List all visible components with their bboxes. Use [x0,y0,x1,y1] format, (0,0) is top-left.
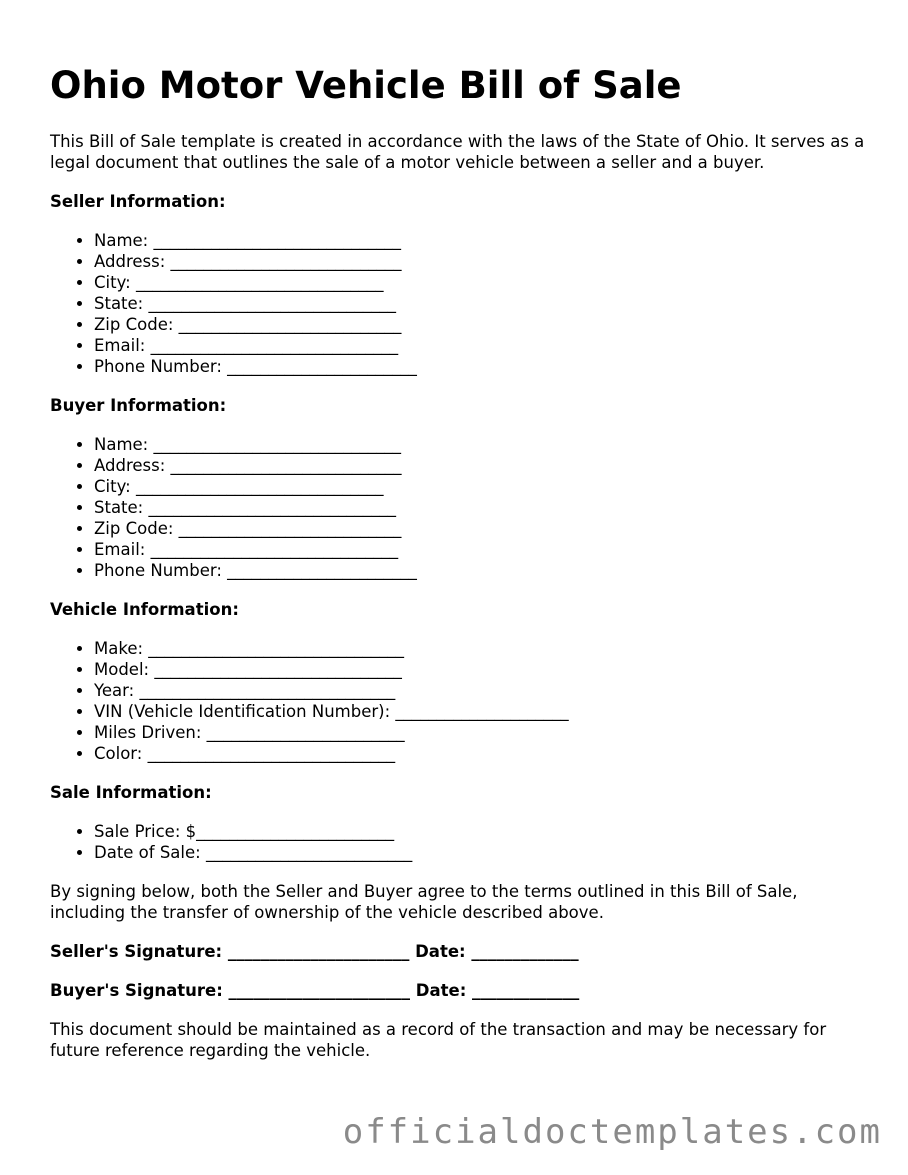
sale-section-heading: Sale Information: [50,783,212,802]
seller-state-field: • State: ______________________________ [94,293,870,314]
vehicle-miles-field: • Miles Driven: ________________________ [94,722,870,743]
vehicle-vin-field: • VIN (Vehicle Identification Number): _____________________ [94,701,870,722]
closing-paragraph: This document should be maintained as a record of the transaction and may be necessary for future reference regarding the vehicle. [50,1020,827,1060]
buyer-section-heading: Buyer Information: [50,396,227,415]
buyer-signature-line: Buyer's Signature: ______________________ Date: _____________ [50,981,580,1000]
vehicle-year-field: • Year: _______________________________ [94,680,870,701]
buyer-fields-list [50,434,870,581]
buyer-name-field: • Name: ______________________________ [94,434,870,455]
seller-signature-line: Seller's Signature: ______________________ Date: _____________ [50,942,579,961]
seller-email-field: • Email: ______________________________ [94,335,870,356]
buyer-phone-field: • Phone Number: _______________________ [94,560,870,581]
vehicle-color-field: • Color: ______________________________ [94,743,870,764]
seller-fields-list [50,230,870,377]
seller-phone-field: • Phone Number: _______________________ [94,356,870,377]
document-page [50,60,870,1079]
buyer-address-field: • Address: ____________________________ [94,455,870,476]
seller-city-field: • City: ______________________________ [94,272,870,293]
sale-fields-list [50,821,870,863]
site-watermark: officialdoctemplates.com [342,1112,882,1152]
buyer-email-field: • Email: ______________________________ [94,539,870,560]
vehicle-fields-list [50,638,870,764]
vehicle-section-heading: Vehicle Information: [50,600,239,619]
buyer-city-field: • City: ______________________________ [94,476,870,497]
document-title: Ohio Motor Vehicle Bill of Sale [50,64,682,107]
seller-zip-field: • Zip Code: ___________________________ [94,314,870,335]
vehicle-model-field: • Model: ______________________________ [94,659,870,680]
sale-price-field: • Sale Price: $________________________ [94,821,870,842]
buyer-state-field: • State: ______________________________ [94,497,870,518]
seller-name-field: • Name: ______________________________ [94,230,870,251]
agreement-paragraph: By signing below, both the Seller and Buyer agree to the terms outlined in this Bill of Sale, including the transfer of ownership of the vehicle described above. [50,882,798,922]
vehicle-make-field: • Make: _______________________________ [94,638,870,659]
seller-section-heading: Seller Information: [50,192,226,211]
seller-address-field: • Address: ____________________________ [94,251,870,272]
intro-paragraph: This Bill of Sale template is created in accordance with the laws of the State of Ohio. It serves as a legal document that outlines the sale of a motor vehicle between a seller and a buyer. [50,132,865,172]
sale-date-field: • Date of Sale: _________________________ [94,842,870,863]
buyer-zip-field: • Zip Code: ___________________________ [94,518,870,539]
